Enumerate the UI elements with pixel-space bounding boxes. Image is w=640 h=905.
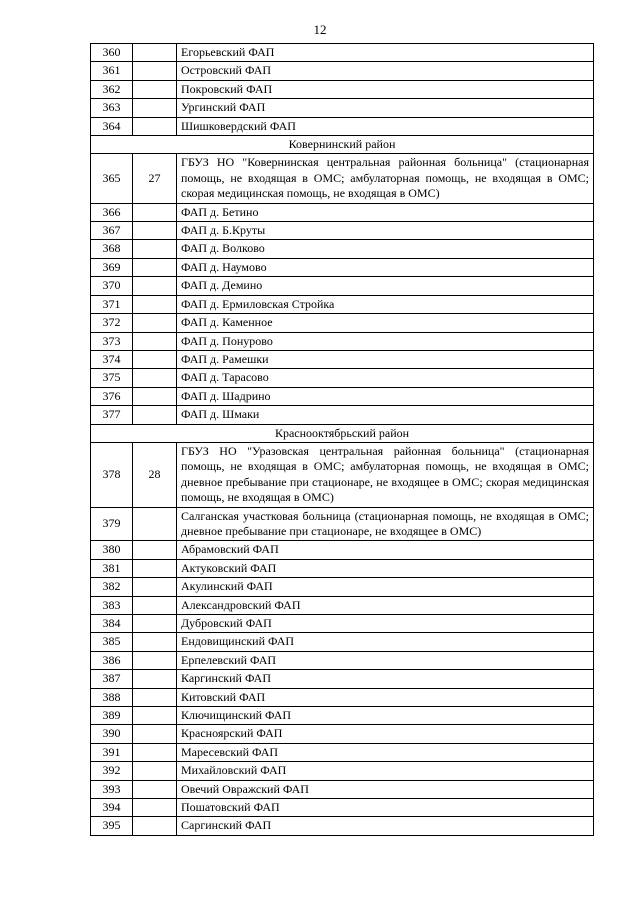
institution-code [133,541,177,559]
facility-name: ФАП д. Ермиловская Стройка [177,295,594,313]
facility-name: ФАП д. Рамешки [177,350,594,368]
row-number: 376 [91,387,133,405]
facility-name: Овечий Овражский ФАП [177,780,594,798]
table-row [91,406,594,424]
facility-name: ФАП д. Б.Круты [177,222,594,240]
institution-code [133,314,177,332]
row-number: 373 [91,332,133,350]
facility-name: ФАП д. Бетино [177,203,594,221]
institution-code [133,277,177,295]
institution-code [133,780,177,798]
facility-name: Маресевский ФАП [177,743,594,761]
facility-name: Ключищинский ФАП [177,707,594,725]
facility-name: Александровский ФАП [177,596,594,614]
row-number: 371 [91,295,133,313]
table-row [91,762,594,780]
row-number: 388 [91,688,133,706]
institution-code [133,507,177,541]
facility-name: Егорьевский ФАП [177,44,594,62]
table-row [91,817,594,835]
institution-code [133,817,177,835]
row-number: 392 [91,762,133,780]
table-row [91,725,594,743]
table-row [91,596,594,614]
facility-name: Салганская участковая больница (стационарная помощь, не входящая в ОМС; дневное пребывание при стационаре, не входящее в ОМС) [177,507,594,541]
row-number: 369 [91,258,133,276]
table-row [91,633,594,651]
institution-code [133,203,177,221]
table-row [91,240,594,258]
facility-name: ФАП д. Понурово [177,332,594,350]
institution-code [133,799,177,817]
table-row [91,707,594,725]
page-number: 12 [313,22,327,37]
row-number: 382 [91,578,133,596]
institution-code [133,688,177,706]
facility-table [90,43,594,836]
table-row [91,314,594,332]
facility-name: ФАП д. Наумово [177,258,594,276]
institution-code: 27 [133,154,177,203]
table-row [91,541,594,559]
table-row [91,99,594,117]
institution-code [133,117,177,135]
institution-code [133,99,177,117]
institution-code [133,369,177,387]
row-number: 383 [91,596,133,614]
row-number: 394 [91,799,133,817]
row-number: 389 [91,707,133,725]
facility-name: Пошатовский ФАП [177,799,594,817]
row-number: 378 [91,442,133,507]
row-number: 384 [91,615,133,633]
facility-name: Саргинский ФАП [177,817,594,835]
row-number: 387 [91,670,133,688]
facility-name: Каргинский ФАП [177,670,594,688]
table-row [91,442,594,507]
district-header-row [91,136,594,154]
row-number: 370 [91,277,133,295]
row-number: 362 [91,80,133,98]
facility-name: Ендовищинский ФАП [177,633,594,651]
institution-code [133,222,177,240]
facility-name: Ургинский ФАП [177,99,594,117]
row-number: 365 [91,154,133,203]
row-number: 366 [91,203,133,221]
institution-code [133,258,177,276]
table-row [91,203,594,221]
table-row [91,332,594,350]
institution-code [133,387,177,405]
institution-code [133,725,177,743]
facility-name: ФАП д. Демино [177,277,594,295]
facility-name: Китовский ФАП [177,688,594,706]
row-number: 360 [91,44,133,62]
institution-code [133,80,177,98]
institution-code [133,651,177,669]
facility-name: Акулинский ФАП [177,578,594,596]
institution-code [133,596,177,614]
row-number: 372 [91,314,133,332]
table-row [91,651,594,669]
table-row [91,387,594,405]
table-row [91,258,594,276]
row-number: 361 [91,62,133,80]
row-number: 363 [91,99,133,117]
row-number: 375 [91,369,133,387]
row-number: 368 [91,240,133,258]
table-row [91,277,594,295]
table-row [91,615,594,633]
facility-name: Дубровский ФАП [177,615,594,633]
institution-code [133,295,177,313]
institution-code [133,332,177,350]
institution-code [133,578,177,596]
facility-name: Шишковердский ФАП [177,117,594,135]
row-number: 393 [91,780,133,798]
table-row [91,295,594,313]
table-row [91,507,594,541]
table-row [91,780,594,798]
row-number: 391 [91,743,133,761]
table-row [91,44,594,62]
facility-name: Покровский ФАП [177,80,594,98]
row-number: 377 [91,406,133,424]
institution-code [133,762,177,780]
institution-code [133,633,177,651]
facility-name: ФАП д. Волково [177,240,594,258]
institution-code [133,559,177,577]
table-row [91,350,594,368]
row-number: 386 [91,651,133,669]
institution-code [133,44,177,62]
row-number: 390 [91,725,133,743]
facility-name: ГБУЗ НО "Уразовская центральная районная больница" (стационарная помощь, не входящая в ОМС; амбулаторная помощь, не входящая в ОМС; дневное пребывание при стационаре, не входящее в ОМС; скорая медицинская помощь, не входящая в ОМС) [177,442,594,507]
facility-name: Ерпелевский ФАП [177,651,594,669]
table-row [91,799,594,817]
row-number: 364 [91,117,133,135]
institution-code [133,406,177,424]
facility-name: ГБУЗ НО "Ковернинская центральная районная больница" (стационарная помощь, не входящая в ОМС; амбулаторная помощь, не входящая в ОМС; скорая медицинская помощь, не входящая в ОМС) [177,154,594,203]
institution-code [133,350,177,368]
facility-name: Островский ФАП [177,62,594,80]
table-row [91,670,594,688]
facility-name: Михайловский ФАП [177,762,594,780]
table-row [91,80,594,98]
facility-name: ФАП д. Шмаки [177,406,594,424]
institution-code: 28 [133,442,177,507]
district-header-row [91,424,594,442]
table-row [91,688,594,706]
row-number: 367 [91,222,133,240]
table-row [91,154,594,203]
institution-code [133,62,177,80]
institution-code [133,670,177,688]
table-row [91,117,594,135]
facility-name: Красноярский ФАП [177,725,594,743]
row-number: 385 [91,633,133,651]
facility-name: ФАП д. Каменное [177,314,594,332]
institution-code [133,240,177,258]
facility-name: ФАП д. Тарасово [177,369,594,387]
table-row [91,743,594,761]
table-row [91,369,594,387]
table-row [91,62,594,80]
district-name: Краснооктябрьский район [91,424,594,442]
institution-code [133,615,177,633]
facility-name: Абрамовский ФАП [177,541,594,559]
row-number: 379 [91,507,133,541]
row-number: 381 [91,559,133,577]
table-row [91,222,594,240]
row-number: 380 [91,541,133,559]
institution-code [133,743,177,761]
row-number: 374 [91,350,133,368]
table-row [91,578,594,596]
table-row [91,559,594,577]
row-number: 395 [91,817,133,835]
facility-table-body [91,44,594,836]
facility-name: ФАП д. Шадрино [177,387,594,405]
district-name: Ковернинский район [91,136,594,154]
facility-name: Актуковский ФАП [177,559,594,577]
institution-code [133,707,177,725]
